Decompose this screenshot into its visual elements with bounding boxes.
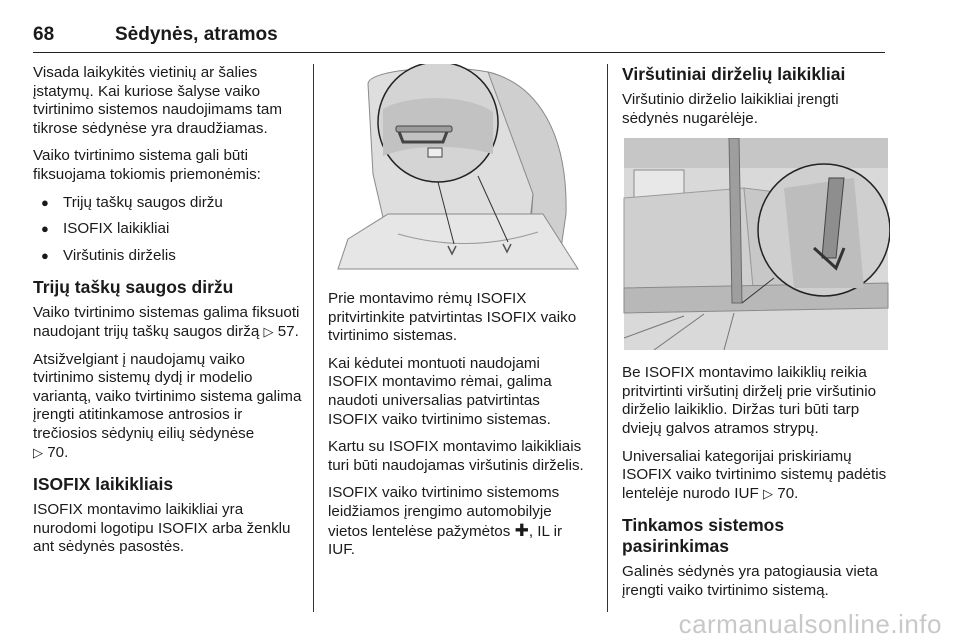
list-item: ● Trijų taškų saugos diržu bbox=[33, 194, 305, 213]
isofix-seat-illustration bbox=[328, 64, 592, 276]
paragraph: Universaliai kategorijai priskiriamų ISOFIX vaiko tvirtinimo sistemų padėtis lentelėje nurodo IUF ▷ 70. bbox=[622, 447, 887, 502]
watermark: carmanualsonline.info bbox=[678, 609, 942, 639]
isofix-cross-symbol-icon: ✚ bbox=[514, 520, 529, 540]
list-item: ● ISOFIX laikikliai bbox=[33, 220, 305, 239]
page-ref[interactable]: 57 bbox=[277, 322, 295, 340]
page-ref[interactable]: 70 bbox=[777, 484, 795, 502]
section-heading: ISOFIX laikikliais bbox=[33, 474, 174, 495]
paragraph: Kai kėdutei montuoti naudojami ISOFIX montavimo rėmai, galima naudoti universalias patvirtintas ISOFIX vaiko tvirtinimo sistemas. bbox=[328, 354, 552, 428]
list-item: ● Viršutinis dirželis bbox=[33, 247, 305, 266]
paragraph: Atsižvelgiant į naudojamų vaiko tvirtinimo sistemų dydį ir modelio variantą, vaiko tvirtinimo sistema galima įrengti atitinkamose antrosios ir trečiosios sėdynių eilių sėdynėse ▷ 70. bbox=[33, 350, 302, 461]
paragraph: Vaiko tvirtinimo sistemas galima fiksuoti naudojant trijų taškų saugos diržą ▷ 57. bbox=[33, 304, 300, 340]
paragraph: Be ISOFIX montavimo laikiklių reikia pritvirtinti viršutinį dirželį prie viršutinio dirželio laikiklio. Diržas turi būti tarp dviejų galvos atramos strypų. bbox=[622, 364, 877, 437]
paragraph: Vaiko tvirtinimo sistema gali būti fiksuojama tokiomis priemonėmis: bbox=[33, 147, 261, 183]
page-ref-icon[interactable]: ▷ bbox=[33, 444, 43, 460]
paragraph: Prie montavimo rėmų ISOFIX pritvirtinkite patvirtintas ISOFIX vaiko tvirtinimo sistemas. bbox=[328, 290, 577, 345]
page-ref[interactable]: 70 bbox=[47, 443, 65, 461]
column-left bbox=[33, 64, 305, 566]
section-heading: Trijų taškų saugos diržu bbox=[33, 277, 234, 298]
page-header bbox=[33, 8, 885, 53]
page-ref-icon[interactable]: ▷ bbox=[763, 485, 774, 501]
paragraph: Galinės sėdynės yra patogiausia vieta įrengti vaiko tvirtinimo sistemą. bbox=[622, 563, 878, 599]
column-right bbox=[622, 64, 890, 610]
column-middle bbox=[328, 64, 592, 569]
page-number: 68 bbox=[33, 24, 55, 45]
section-heading: Tinkamos sistemos pasirinkimas bbox=[622, 515, 785, 557]
paragraph: ISOFIX vaiko tvirtinimo sistemoms leidžiamos įrengimo automobilyje vietos lentelėse pažymėtos ✚, IL ir IUF. bbox=[328, 484, 563, 559]
column-divider bbox=[313, 64, 314, 612]
paragraph: ISOFIX montavimo laikikliai yra nurodomi logotipu ISOFIX arba ženklu ant sėdynės pasostės. bbox=[33, 501, 291, 556]
paragraph: Viršutinio dirželio laikikliai įrengti sėdynės nugarėlėje. bbox=[622, 91, 839, 127]
page-ref-icon[interactable]: ▷ bbox=[263, 323, 274, 339]
column-divider bbox=[607, 64, 608, 612]
running-title: Sėdynės, atramos bbox=[115, 24, 278, 45]
paragraph: Visada laikykitės vietinių ar šalies įstatymų. Kai kuriose šalyse vaiko tvirtinimo sistemos naudojimams tam tikrose sėdynėse yra draudžiamas. bbox=[33, 64, 282, 137]
paragraph: Kartu su ISOFIX montavimo laikikliais turi būti naudojamas viršutinis dirželis. bbox=[328, 438, 584, 474]
top-tether-illustration bbox=[622, 138, 890, 350]
bullet-list bbox=[33, 194, 305, 266]
section-heading: Viršutiniai dirželių laikikliai bbox=[622, 64, 846, 84]
